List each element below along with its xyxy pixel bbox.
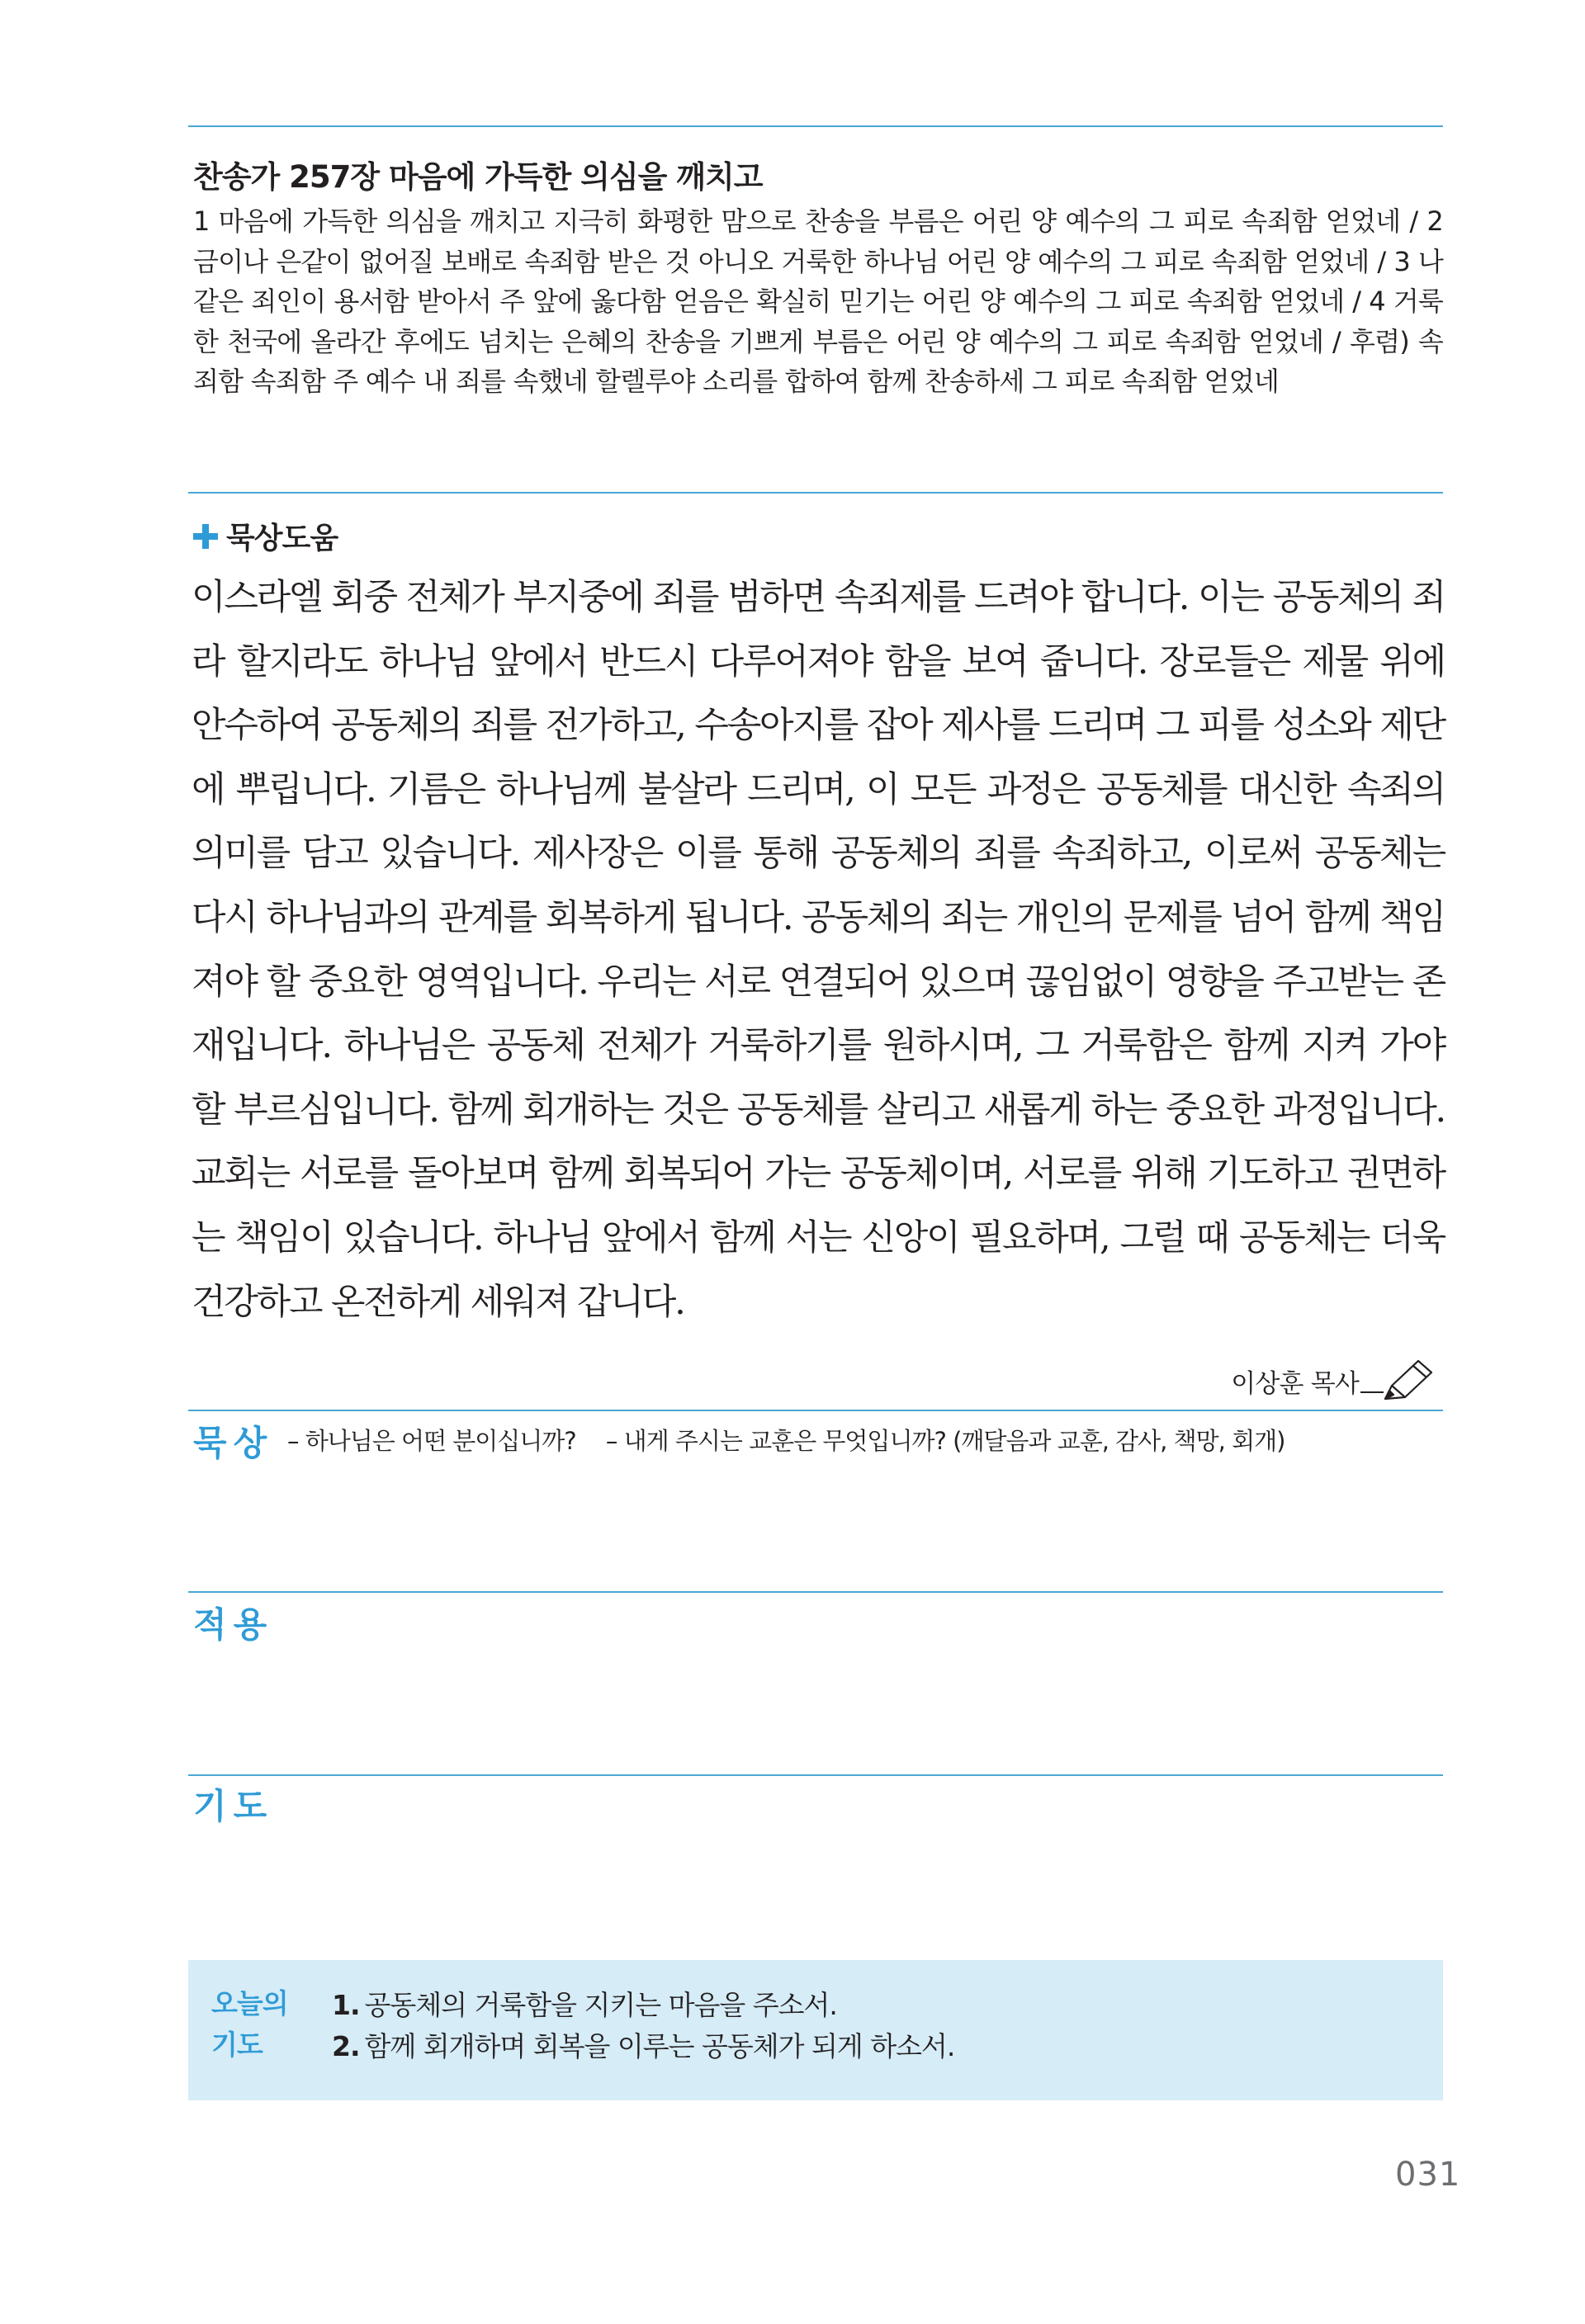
- application-label: 적용: [193, 1604, 274, 1645]
- meditation-rule: [188, 1410, 1443, 1411]
- meditation-help-body: 이스라엘 회중 전체가 부지중에 죄를 범하면 속죄제를 드려야 합니다. 이는 공동체의 죄라 할지라도 하나님 앞에서 반드시 다루어져야 함을 보여 줍니다. 장로들은 제물 위에 안수하여 공동체의 죄를 전가하고, 수송아지를 잡아 제사를 드리며 그 피를 성소와 제단에 뿌립니다. 기름은 하나님께 불살라 드리며, 이 모든 과정은 공동체를 대신한 속죄의 의미를 담고 있습니다. 제사장은 이를 통해 공동체의 죄를 속죄하고, 이로써 공동체는 다시 하나님과의 관계를 회복하게 됩니다. 공동체의 죄는 개인의 문제를 넘어 함께 책임져야 할 중요한 영역입니다. 우리는 서로 연결되어 있으며 끊임없이 영향을 주고받는 존재입니다. 하나님은 공동체 전체가 거룩하기를 원하시며, 그 거룩함은 함께 지켜 가야 할 부르심입니다. 함께 회개하는 것은 공동체를 살리고 새롭게 하는 중요한 과정입니다. 교회는 서로를 돌아보며 함께 회복되어 가는 공동체이며, 서로를 위해 기도하고 권면하는 책임이 있습니다. 하나님 앞에서 함께 서는 신앙이 필요하며, 그럴 때 공동체는 더욱 건강하고 온전하게 세워져 갑니다.: [192, 577, 1445, 1323]
- hymn-lyrics: 1 마음에 가득한 의심을 깨치고 지극히 화평한 맘으로 찬송을 부름은 어린 양 예수의 그 피로 속죄함 얻었네 / 2 금이나 은같이 없어질 보배로 속죄함 받은 것 아니오 거룩한 하나님 어린 양 예수의 그 피로 속죄함 얻었네 / 3 나 같은 죄인이 용서함 받아서 주 앞에 옳다함 얻음은 확실히 믿기는 어린 양 예수의 그 피로 속죄함 얻었네 / 4 거룩한 천국에 올라간 후에도 넘치는 은혜의 찬송을 기쁘게 부름은 어린 양 예수의 그 피로 속죄함 얻었네 / 후렴) 속죄함 속죄함 주 예수 내 죄를 속했네 할렐루야 소리를 합하여 함께 찬송하세 그 피로 속죄함 얻었네: [193, 205, 1443, 397]
- todays-prayer-label-line2: 기도: [211, 2029, 263, 2061]
- prayer-item-number: 2.: [332, 2030, 360, 2062]
- prayer-rule: [188, 1774, 1443, 1776]
- hymn-title: 찬송가 257장 마음에 가득한 의심을 깨치고: [193, 159, 763, 195]
- author-name: 이상훈 목사: [1231, 1368, 1359, 1399]
- meditation-help-header: [193, 515, 338, 557]
- plus-icon: [193, 524, 218, 549]
- prayer-item-text: 함께 회개하며 회복을 이루는 공동체가 되게 하소서.: [364, 2030, 955, 2062]
- prayer-item: [332, 1985, 954, 2026]
- todays-prayer-list: [332, 1985, 954, 2067]
- hymn-divider: [188, 492, 1443, 494]
- top-rule: [188, 125, 1443, 127]
- meditation-question-1: – 하나님은 어떤 분이십니까?: [287, 1427, 576, 1455]
- prayer-item-number: 1.: [332, 1989, 360, 2021]
- prayer-item: [332, 2026, 954, 2067]
- meditation-questions: [287, 1423, 1308, 1457]
- todays-prayer-box: [188, 1960, 1443, 2100]
- todays-prayer-label: [211, 1983, 288, 2066]
- meditation-help-heading: 묵상도움: [226, 522, 338, 555]
- meditation-question-2: – 내게 주시는 교훈은 무엇입니까? (깨달음과 교훈, 감사, 책망, 회개): [605, 1427, 1285, 1455]
- pencil-icon: [1377, 1358, 1435, 1404]
- page-number: 031: [1395, 2156, 1461, 2194]
- prayer-label: 기도: [193, 1786, 274, 1826]
- meditation-label: 묵상: [193, 1423, 274, 1463]
- todays-prayer-label-line1: 오늘의: [211, 1987, 288, 2019]
- application-rule: [188, 1591, 1443, 1593]
- author-signature: [1156, 1358, 1435, 1404]
- prayer-item-text: 공동체의 거룩함을 지키는 마음을 주소서.: [364, 1989, 837, 2021]
